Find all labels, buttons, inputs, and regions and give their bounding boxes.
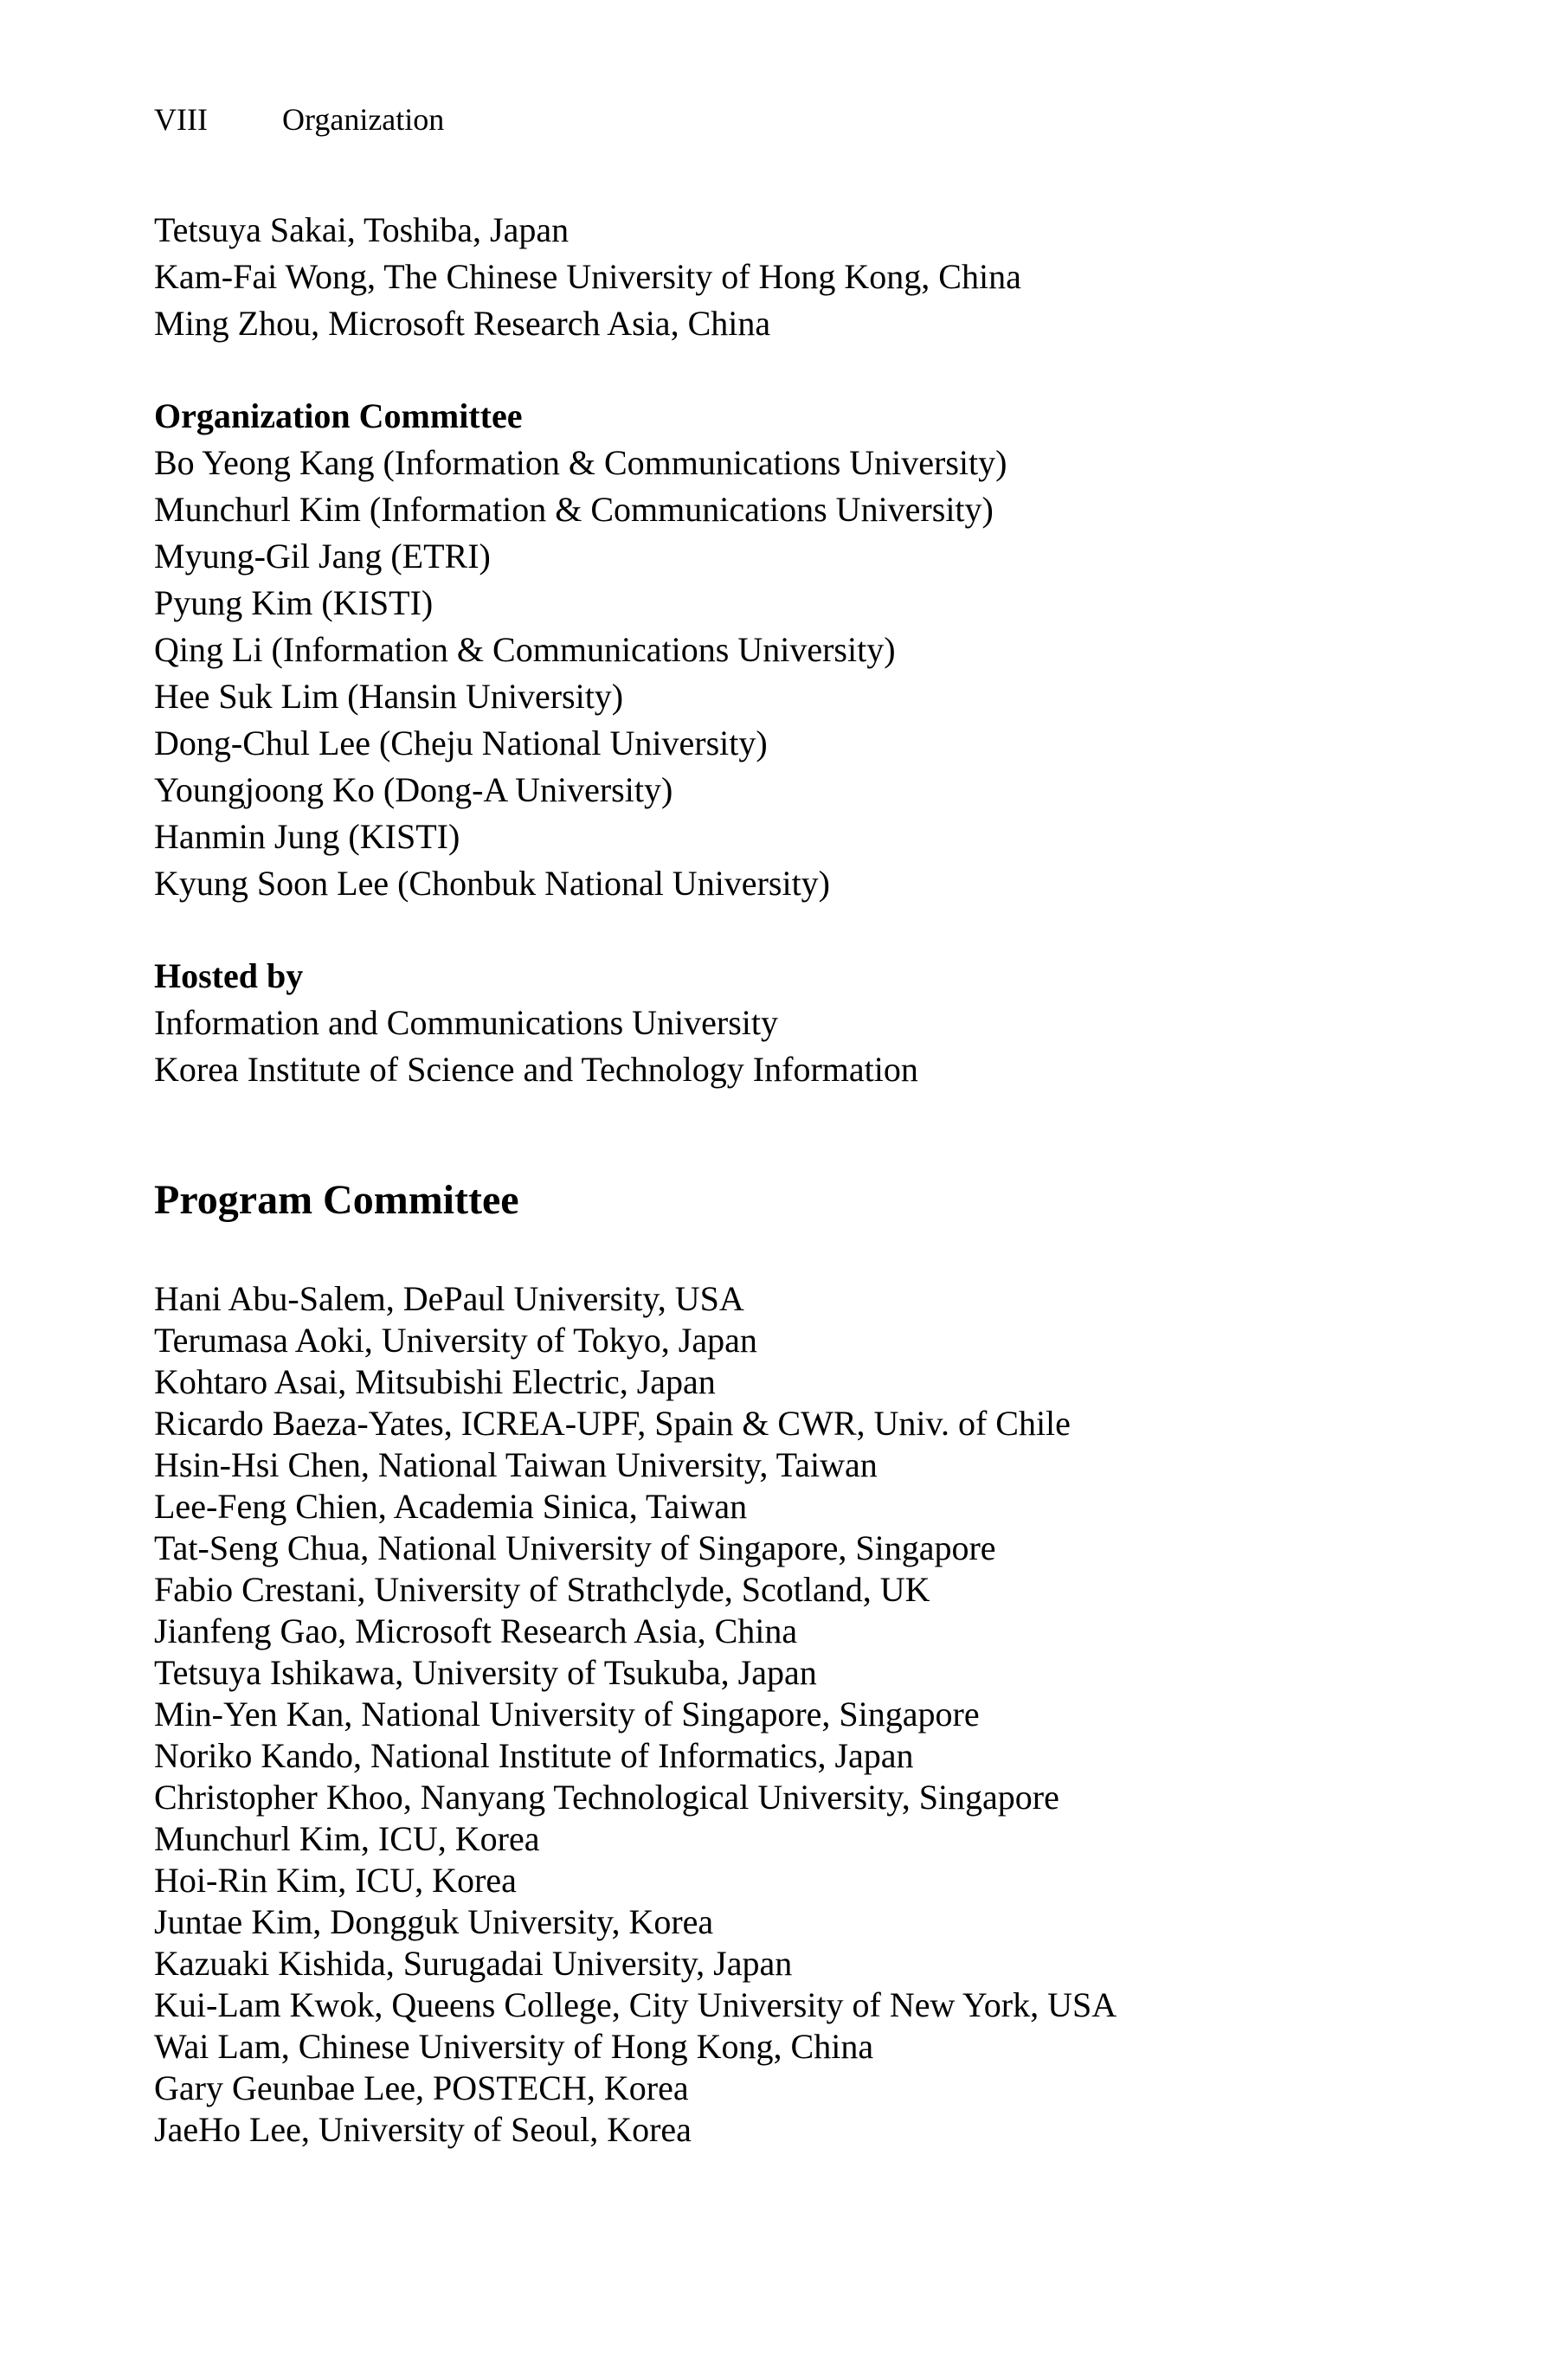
- program-committee-member: Christopher Khoo, Nanyang Technological University, Singapore: [154, 1778, 1059, 1817]
- program-committee-member: Terumasa Aoki, University of Tokyo, Japan: [154, 1321, 757, 1360]
- organization-committee-member: Munchurl Kim (Information & Communications University): [154, 490, 994, 529]
- organization-committee-member: Kyung Soon Lee (Chonbuk National University): [154, 864, 830, 903]
- intro-member: Kam-Fai Wong, The Chinese University of Hong Kong, China: [154, 257, 1021, 296]
- program-committee-member: Hsin-Hsi Chen, National Taiwan University, Taiwan: [154, 1445, 878, 1484]
- page-content: [154, 207, 1452, 2151]
- program-committee-member: Gary Geunbae Lee, POSTECH, Korea: [154, 2068, 689, 2107]
- program-committee-member: Jianfeng Gao, Microsoft Research Asia, China: [154, 1611, 798, 1650]
- program-committee-member: JaeHo Lee, University of Seoul, Korea: [154, 2110, 692, 2149]
- hosted-by-heading: Hosted by: [154, 956, 304, 995]
- running-title: Organization: [282, 102, 445, 137]
- organization-committee-member: Hanmin Jung (KISTI): [154, 817, 460, 856]
- program-committee-member: Tetsuya Ishikawa, University of Tsukuba, Japan: [154, 1653, 817, 1692]
- program-committee-member: Min-Yen Kan, National University of Singapore, Singapore: [154, 1695, 980, 1734]
- program-committee-heading: Program Committee: [154, 1177, 519, 1223]
- host-organization: Information and Communications University: [154, 1003, 778, 1042]
- program-committee-member: Ricardo Baeza-Yates, ICREA-UPF, Spain & CWR, Univ. of Chile: [154, 1404, 1071, 1443]
- program-committee-member: Wai Lam, Chinese University of Hong Kong, China: [154, 2027, 874, 2066]
- intro-member: Tetsuya Sakai, Toshiba, Japan: [154, 210, 570, 249]
- organization-committee-list: [154, 440, 1452, 907]
- organization-committee-member: Myung-Gil Jang (ETRI): [154, 537, 491, 576]
- program-committee-member: Noriko Kando, National Institute of Informatics, Japan: [154, 1736, 914, 1775]
- program-committee-member: Juntae Kim, Dongguk University, Korea: [154, 1902, 714, 1941]
- organization-committee-member: Hee Suk Lim (Hansin University): [154, 677, 624, 716]
- program-committee-member: Kazuaki Kishida, Surugadai University, Japan: [154, 1944, 793, 1983]
- organization-committee-member: Pyung Kim (KISTI): [154, 583, 434, 622]
- organization-committee-member: Qing Li (Information & Communications University): [154, 630, 896, 669]
- organization-committee-heading: Organization Committee: [154, 396, 523, 435]
- program-committee-member: Kui-Lam Kwok, Queens College, City University of New York, USA: [154, 1985, 1117, 2024]
- host-organization: Korea Institute of Science and Technology Information: [154, 1050, 918, 1089]
- program-committee-member: Hani Abu-Salem, DePaul University, USA: [154, 1279, 744, 1318]
- page-number: VIII: [154, 102, 208, 137]
- program-committee-member: Lee-Feng Chien, Academia Sinica, Taiwan: [154, 1487, 748, 1526]
- intro-member-list: [154, 207, 1452, 347]
- page-header: [154, 100, 444, 138]
- program-committee-member: Munchurl Kim, ICU, Korea: [154, 1819, 540, 1858]
- program-committee-member: Tat-Seng Chua, National University of Singapore, Singapore: [154, 1528, 996, 1567]
- intro-member: Ming Zhou, Microsoft Research Asia, China: [154, 304, 771, 343]
- hosts-list: [154, 1000, 1452, 1093]
- program-committee-list: [154, 1278, 1452, 2151]
- organization-committee-member: Dong-Chul Lee (Cheju National University): [154, 724, 768, 762]
- program-committee-member: Hoi-Rin Kim, ICU, Korea: [154, 1861, 517, 1900]
- program-committee-member: Kohtaro Asai, Mitsubishi Electric, Japan: [154, 1362, 716, 1401]
- organization-committee-member: Youngjoong Ko (Dong-A University): [154, 770, 673, 809]
- program-committee-member: Fabio Crestani, University of Strathclyde, Scotland, UK: [154, 1570, 930, 1609]
- organization-committee-member: Bo Yeong Kang (Information & Communications University): [154, 443, 1007, 482]
